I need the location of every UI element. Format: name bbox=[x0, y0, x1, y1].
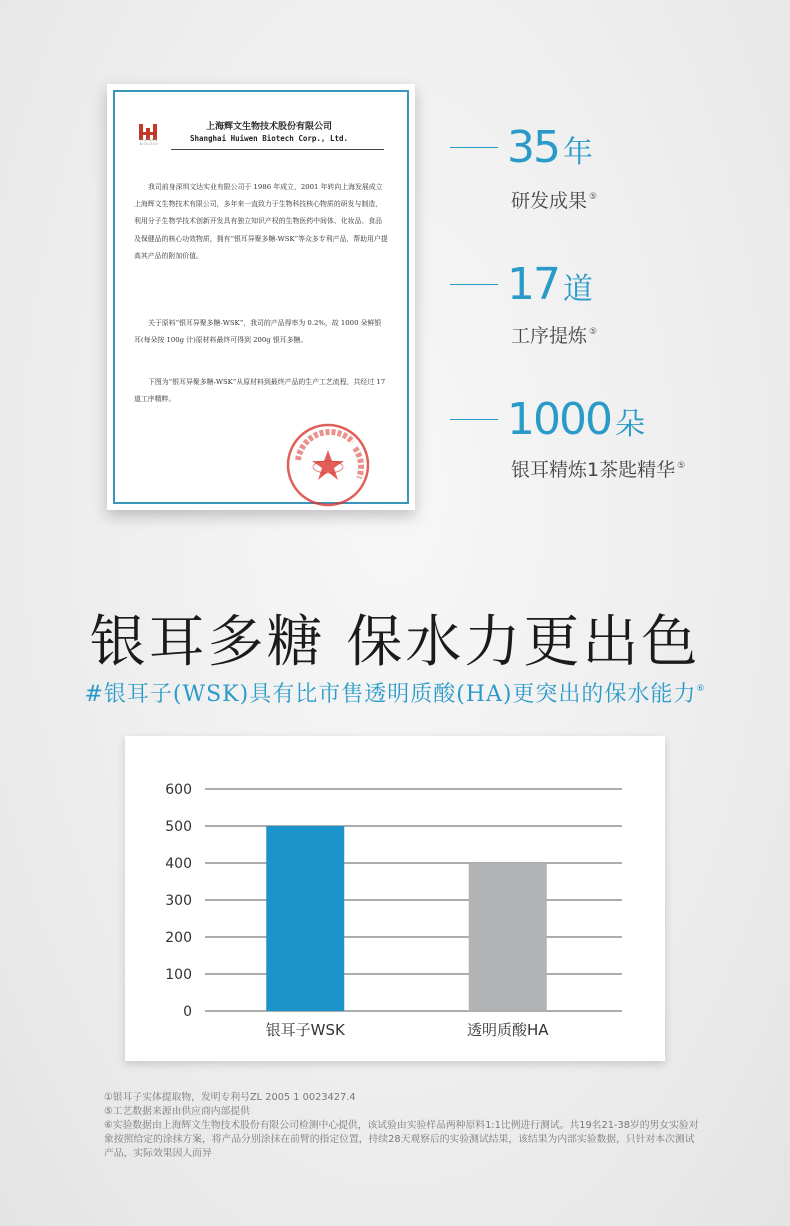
stat-label-text: 研发成果 bbox=[511, 190, 588, 212]
x-category-label: 透明质酸HA bbox=[466, 1021, 549, 1039]
y-tick-label: 400 bbox=[165, 856, 192, 872]
x-category-label: 银耳子WSK bbox=[265, 1021, 345, 1039]
stat-label-text: 工序提炼 bbox=[511, 325, 588, 347]
certificate-paragraph: 我司前身深圳文达实业有限公司于 1986 年成立，2001 年转向上海发展成立上海辉文生物技术有限公司，多年来一直致力于生物科技核心物质的研发与制造，利用分子生物学技术创新开发具有独立知识产权的生物医药中间体、化妆品、食品及保健品的核心功效物质，拥有“银耳异聚多糖-WSK”等众多专利产品，帮助用户提高其产品的附加价值。 bbox=[134, 183, 388, 260]
certificate-paragraph: 关于原料“银耳异聚多糖-WSK”，我司的产品得率为 0.2%，故 1000 朵鲜银耳(每朵按 100g 计)原材料最终可得到 200g 银耳多糖。 bbox=[134, 319, 382, 345]
stat-number: 17 bbox=[507, 259, 559, 310]
stat-divider bbox=[450, 419, 498, 420]
y-tick-label: 200 bbox=[165, 930, 192, 946]
stat-label bbox=[511, 455, 685, 482]
y-tick-label: 300 bbox=[165, 893, 192, 909]
logo-text: HUIWEN BIOLOGY bbox=[139, 138, 159, 146]
stat-unit: 年 bbox=[563, 135, 593, 170]
bar-chart bbox=[125, 736, 665, 1061]
stat-years bbox=[507, 122, 593, 173]
footnote-marker: ⑤ bbox=[589, 327, 598, 337]
company-seal-stamp bbox=[283, 420, 373, 510]
stat-label-text: 银耳精炼1茶匙精华 bbox=[511, 459, 676, 481]
bar bbox=[469, 863, 547, 1011]
stat-number: 1000 bbox=[507, 394, 611, 445]
stat-steps bbox=[507, 259, 593, 310]
footnotes bbox=[104, 1091, 704, 1161]
stat-unit: 朵 bbox=[614, 407, 645, 442]
certificate-paragraph: 下图为“银耳异聚多糖-WSK”从原材料到最终产品的生产工艺流程，共经过 17 道工序精粹。 bbox=[134, 378, 386, 404]
page-headline: 银耳多糖 保水力更出色 bbox=[89, 610, 701, 675]
stat-number: 35 bbox=[507, 122, 559, 173]
bar bbox=[266, 826, 344, 1011]
certificate-document bbox=[107, 84, 415, 510]
y-tick-label: 500 bbox=[165, 819, 192, 835]
company-name-en: Shanghai Huiwen Biotech Corp., Ltd. bbox=[189, 134, 349, 143]
stat-flowers bbox=[507, 394, 645, 445]
footnote-marker: ⑥ bbox=[696, 684, 706, 694]
y-tick-label: 100 bbox=[165, 967, 192, 983]
footnote: ⑤工艺数据来源由供应商内部提供 bbox=[104, 1106, 250, 1117]
page-subheadline bbox=[0, 677, 790, 708]
stat-unit: 道 bbox=[563, 272, 593, 307]
stat-label bbox=[511, 186, 597, 213]
subheadline-text: #银耳子(WSK)具有比市售透明质酸(HA)更突出的保水能力 bbox=[84, 682, 697, 707]
footnote: ①银耳子实体提取物，发明专利号ZL 2005 1 0023427.4 bbox=[104, 1092, 356, 1103]
footnote-marker: ⑤ bbox=[677, 461, 686, 471]
footnote: ⑥实验数据由上海辉文生物技术股份有限公司检测中心提供，该试验由实验样品两种原料1:1比例进行测试。共19名21-38岁的男女实验对象按照给定的涂抹方案，将产品分别涂抹在前臂的指定位置，持续28天观察后的实验测试结果，该结果为内部实验数据，只针对本次测试产品，实际效果因人而异 bbox=[104, 1120, 699, 1159]
header-divider bbox=[171, 149, 384, 150]
y-tick-label: 0 bbox=[183, 1004, 192, 1020]
chart-card bbox=[125, 736, 665, 1061]
stat-divider bbox=[450, 147, 498, 148]
y-tick-label: 600 bbox=[165, 782, 192, 798]
company-name-cn: 上海辉文生物技术股份有限公司 bbox=[205, 122, 332, 132]
stat-divider bbox=[450, 284, 498, 285]
footnote-marker: ⑤ bbox=[589, 192, 598, 202]
stat-label bbox=[511, 321, 597, 348]
